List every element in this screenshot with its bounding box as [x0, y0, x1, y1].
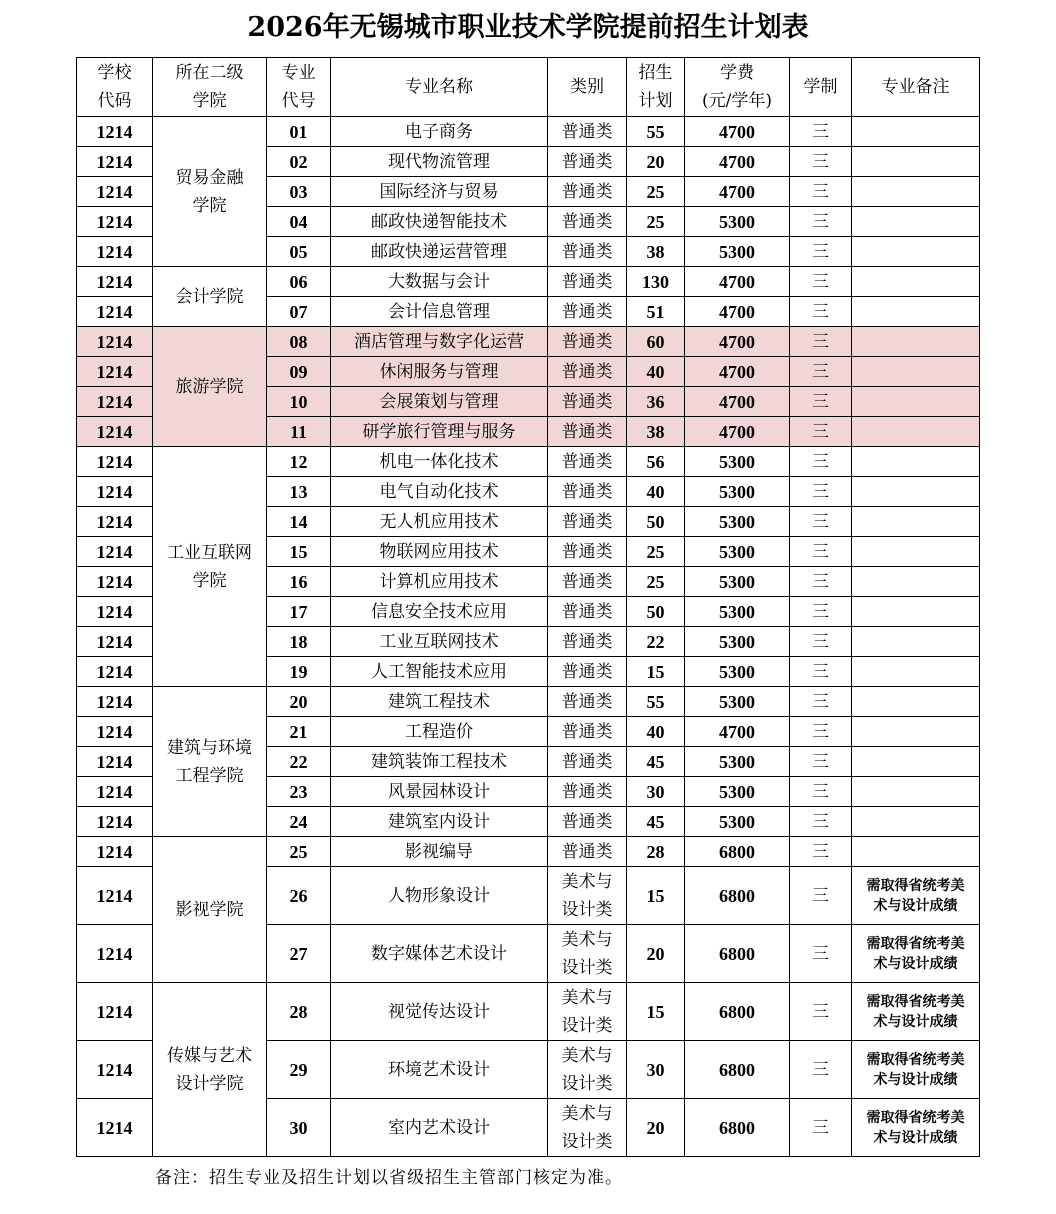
duration-cell: 三	[790, 807, 852, 837]
major-code-cell: 28	[267, 983, 331, 1041]
category-cell: 普通类	[548, 207, 627, 237]
duration-cell: 三	[790, 327, 852, 357]
duration-cell: 三	[790, 837, 852, 867]
enrollment-plan-table	[76, 57, 980, 1157]
table-row	[77, 687, 980, 717]
plan-cell: 25	[627, 567, 685, 597]
school-code-cell: 1214	[77, 237, 153, 267]
header-category: 类别	[548, 58, 627, 117]
plan-cell: 28	[627, 837, 685, 867]
header-school-code: 学校 代码	[77, 58, 153, 117]
tuition-cell: 5300	[685, 207, 790, 237]
remarks-cell	[852, 717, 980, 747]
table-row	[77, 327, 980, 357]
plan-cell: 55	[627, 117, 685, 147]
college-cell	[153, 327, 267, 447]
school-code-cell: 1214	[77, 717, 153, 747]
plan-cell: 55	[627, 687, 685, 717]
major-name-cell: 工业互联网技术	[331, 627, 548, 657]
remarks-cell	[852, 747, 980, 777]
header-remarks: 专业备注	[852, 58, 980, 117]
college-name-line: 会计学院	[175, 286, 244, 307]
school-code-cell: 1214	[77, 747, 153, 777]
duration-cell: 三	[790, 627, 852, 657]
category-cell: 普通类	[548, 357, 627, 387]
tuition-cell: 6800	[685, 925, 790, 983]
major-name-cell: 会计信息管理	[331, 297, 548, 327]
category-cell: 普通类	[548, 537, 627, 567]
category-cell: 美术与设计类	[548, 867, 627, 925]
duration-cell: 三	[790, 447, 852, 477]
category-cell: 普通类	[548, 177, 627, 207]
tuition-cell: 5300	[685, 237, 790, 267]
remarks-cell	[852, 297, 980, 327]
tuition-cell: 6800	[685, 867, 790, 925]
college-name-line: 影视学院	[175, 899, 244, 920]
remarks-cell	[852, 807, 980, 837]
college-cell	[153, 687, 267, 837]
major-code-cell: 10	[267, 387, 331, 417]
tuition-cell: 5300	[685, 597, 790, 627]
plan-cell: 45	[627, 807, 685, 837]
college-name-line: 贸易金融	[175, 167, 244, 188]
college-cell	[153, 837, 267, 983]
major-name-cell: 物联网应用技术	[331, 537, 548, 567]
duration-cell: 三	[790, 357, 852, 387]
major-code-cell: 26	[267, 867, 331, 925]
remarks-cell	[852, 357, 980, 387]
school-code-cell: 1214	[77, 837, 153, 867]
major-name-cell: 大数据与会计	[331, 267, 548, 297]
header-major-code: 专业 代号	[267, 58, 331, 117]
tuition-cell: 4700	[685, 387, 790, 417]
table-header-row	[77, 58, 980, 117]
remarks-cell	[852, 537, 980, 567]
category-cell: 普通类	[548, 297, 627, 327]
major-code-cell: 29	[267, 1041, 331, 1099]
table-row	[77, 837, 980, 867]
tuition-cell: 5300	[685, 777, 790, 807]
remarks-cell	[852, 177, 980, 207]
footer-note: 备注：招生专业及招生计划以省级招生主管部门核定为准。	[155, 1168, 623, 1188]
major-code-cell: 27	[267, 925, 331, 983]
remarks-cell	[852, 327, 980, 357]
header-tuition: 学费 (元/学年)	[685, 58, 790, 117]
major-code-cell: 12	[267, 447, 331, 477]
tuition-cell: 6800	[685, 1099, 790, 1157]
school-code-cell: 1214	[77, 327, 153, 357]
major-code-cell: 07	[267, 297, 331, 327]
school-code-cell: 1214	[77, 567, 153, 597]
major-code-cell: 23	[267, 777, 331, 807]
major-name-cell: 影视编导	[331, 837, 548, 867]
remarks-cell	[852, 657, 980, 687]
college-cell	[153, 983, 267, 1157]
remarks-cell	[852, 597, 980, 627]
tuition-cell: 4700	[685, 297, 790, 327]
plan-cell: 25	[627, 177, 685, 207]
plan-cell: 50	[627, 507, 685, 537]
plan-cell: 45	[627, 747, 685, 777]
duration-cell: 三	[790, 297, 852, 327]
tuition-cell: 4700	[685, 357, 790, 387]
major-code-cell: 15	[267, 537, 331, 567]
college-name-line: 学院	[192, 570, 227, 591]
major-name-cell: 酒店管理与数字化运营	[331, 327, 548, 357]
duration-cell: 三	[790, 1041, 852, 1099]
header-major-name: 专业名称	[331, 58, 548, 117]
remarks-cell	[852, 627, 980, 657]
plan-cell: 130	[627, 267, 685, 297]
school-code-cell: 1214	[77, 297, 153, 327]
major-name-cell: 邮政快递运营管理	[331, 237, 548, 267]
plan-cell: 51	[627, 297, 685, 327]
major-name-cell: 风景园林设计	[331, 777, 548, 807]
category-cell: 普通类	[548, 837, 627, 867]
school-code-cell: 1214	[77, 925, 153, 983]
category-cell: 普通类	[548, 717, 627, 747]
school-code-cell: 1214	[77, 983, 153, 1041]
remarks-cell	[852, 447, 980, 477]
duration-cell: 三	[790, 925, 852, 983]
category-cell: 普通类	[548, 807, 627, 837]
college-name-line: 传媒与艺术	[167, 1045, 252, 1066]
plan-cell: 38	[627, 237, 685, 267]
school-code-cell: 1214	[77, 267, 153, 297]
college-cell	[153, 267, 267, 327]
major-code-cell: 09	[267, 357, 331, 387]
major-code-cell: 13	[267, 477, 331, 507]
tuition-cell: 5300	[685, 537, 790, 567]
tuition-cell: 4700	[685, 267, 790, 297]
major-name-cell: 休闲服务与管理	[331, 357, 548, 387]
major-name-cell: 人物形象设计	[331, 867, 548, 925]
college-name-line: 学院	[192, 195, 227, 216]
school-code-cell: 1214	[77, 417, 153, 447]
duration-cell: 三	[790, 687, 852, 717]
major-name-cell: 计算机应用技术	[331, 567, 548, 597]
duration-cell: 三	[790, 117, 852, 147]
duration-cell: 三	[790, 507, 852, 537]
category-cell: 普通类	[548, 237, 627, 267]
school-code-cell: 1214	[77, 777, 153, 807]
major-name-cell: 电子商务	[331, 117, 548, 147]
duration-cell: 三	[790, 717, 852, 747]
remarks-cell: 需取得省统考美术与设计成绩	[852, 925, 980, 983]
major-code-cell: 19	[267, 657, 331, 687]
major-name-cell: 环境艺术设计	[331, 1041, 548, 1099]
college-name-line: 建筑与环境	[167, 737, 252, 758]
duration-cell: 三	[790, 237, 852, 267]
tuition-cell: 5300	[685, 687, 790, 717]
category-cell: 普通类	[548, 147, 627, 177]
category-cell: 普通类	[548, 567, 627, 597]
major-code-cell: 16	[267, 567, 331, 597]
remarks-cell	[852, 477, 980, 507]
duration-cell: 三	[790, 387, 852, 417]
college-cell	[153, 117, 267, 267]
major-code-cell: 30	[267, 1099, 331, 1157]
major-name-cell: 人工智能技术应用	[331, 657, 548, 687]
table-row	[77, 983, 980, 1041]
duration-cell: 三	[790, 777, 852, 807]
tuition-cell: 5300	[685, 447, 790, 477]
plan-cell: 50	[627, 597, 685, 627]
major-name-cell: 国际经济与贸易	[331, 177, 548, 207]
college-name-line: 旅游学院	[175, 376, 244, 397]
remarks-cell	[852, 267, 980, 297]
major-name-cell: 室内艺术设计	[331, 1099, 548, 1157]
duration-cell: 三	[790, 657, 852, 687]
category-cell: 美术与设计类	[548, 1041, 627, 1099]
remarks-cell	[852, 417, 980, 447]
tuition-cell: 4700	[685, 717, 790, 747]
duration-cell: 三	[790, 477, 852, 507]
school-code-cell: 1214	[77, 687, 153, 717]
category-cell: 美术与设计类	[548, 1099, 627, 1157]
major-name-cell: 信息安全技术应用	[331, 597, 548, 627]
school-code-cell: 1214	[77, 447, 153, 477]
category-cell: 普通类	[548, 417, 627, 447]
plan-cell: 20	[627, 925, 685, 983]
remarks-cell	[852, 837, 980, 867]
major-name-cell: 建筑工程技术	[331, 687, 548, 717]
tuition-cell: 5300	[685, 657, 790, 687]
major-name-cell: 会展策划与管理	[331, 387, 548, 417]
tuition-cell: 4700	[685, 417, 790, 447]
duration-cell: 三	[790, 867, 852, 925]
remarks-cell	[852, 687, 980, 717]
category-cell: 普通类	[548, 327, 627, 357]
tuition-cell: 4700	[685, 147, 790, 177]
duration-cell: 三	[790, 267, 852, 297]
category-cell: 普通类	[548, 267, 627, 297]
major-code-cell: 24	[267, 807, 331, 837]
major-name-cell: 建筑装饰工程技术	[331, 747, 548, 777]
major-code-cell: 02	[267, 147, 331, 177]
major-name-cell: 研学旅行管理与服务	[331, 417, 548, 447]
duration-cell: 三	[790, 983, 852, 1041]
remarks-cell: 需取得省统考美术与设计成绩	[852, 867, 980, 925]
category-cell: 美术与设计类	[548, 983, 627, 1041]
tuition-cell: 5300	[685, 507, 790, 537]
school-code-cell: 1214	[77, 147, 153, 177]
plan-cell: 22	[627, 627, 685, 657]
major-code-cell: 05	[267, 237, 331, 267]
plan-cell: 30	[627, 777, 685, 807]
plan-cell: 20	[627, 147, 685, 177]
plan-cell: 40	[627, 357, 685, 387]
category-cell: 普通类	[548, 657, 627, 687]
duration-cell: 三	[790, 537, 852, 567]
remarks-cell	[852, 237, 980, 267]
school-code-cell: 1214	[77, 507, 153, 537]
school-code-cell: 1214	[77, 1041, 153, 1099]
school-code-cell: 1214	[77, 117, 153, 147]
duration-cell: 三	[790, 207, 852, 237]
plan-cell: 25	[627, 537, 685, 567]
major-code-cell: 08	[267, 327, 331, 357]
tuition-cell: 6800	[685, 1041, 790, 1099]
school-code-cell: 1214	[77, 477, 153, 507]
school-code-cell: 1214	[77, 627, 153, 657]
major-name-cell: 建筑室内设计	[331, 807, 548, 837]
major-name-cell: 数字媒体艺术设计	[331, 925, 548, 983]
plan-cell: 25	[627, 207, 685, 237]
major-code-cell: 01	[267, 117, 331, 147]
remarks-cell: 需取得省统考美术与设计成绩	[852, 983, 980, 1041]
school-code-cell: 1214	[77, 1099, 153, 1157]
duration-cell: 三	[790, 417, 852, 447]
major-code-cell: 18	[267, 627, 331, 657]
duration-cell: 三	[790, 147, 852, 177]
table-row	[77, 267, 980, 297]
school-code-cell: 1214	[77, 537, 153, 567]
duration-cell: 三	[790, 567, 852, 597]
category-cell: 普通类	[548, 777, 627, 807]
remarks-cell	[852, 117, 980, 147]
category-cell: 普通类	[548, 117, 627, 147]
major-name-cell: 邮政快递智能技术	[331, 207, 548, 237]
category-cell: 美术与设计类	[548, 925, 627, 983]
plan-cell: 40	[627, 477, 685, 507]
remarks-cell: 需取得省统考美术与设计成绩	[852, 1099, 980, 1157]
tuition-cell: 5300	[685, 477, 790, 507]
header-duration: 学制	[790, 58, 852, 117]
major-code-cell: 04	[267, 207, 331, 237]
tuition-cell: 5300	[685, 627, 790, 657]
school-code-cell: 1214	[77, 357, 153, 387]
category-cell: 普通类	[548, 597, 627, 627]
major-code-cell: 06	[267, 267, 331, 297]
major-name-cell: 机电一体化技术	[331, 447, 548, 477]
major-code-cell: 03	[267, 177, 331, 207]
remarks-cell	[852, 387, 980, 417]
tuition-cell: 4700	[685, 117, 790, 147]
plan-cell: 30	[627, 1041, 685, 1099]
remarks-cell	[852, 207, 980, 237]
table-row	[77, 447, 980, 477]
plan-cell: 20	[627, 1099, 685, 1157]
header-plan: 招生 计划	[627, 58, 685, 117]
major-code-cell: 11	[267, 417, 331, 447]
major-code-cell: 25	[267, 837, 331, 867]
plan-cell: 36	[627, 387, 685, 417]
category-cell: 普通类	[548, 507, 627, 537]
major-code-cell: 22	[267, 747, 331, 777]
school-code-cell: 1214	[77, 597, 153, 627]
school-code-cell: 1214	[77, 807, 153, 837]
major-name-cell: 工程造价	[331, 717, 548, 747]
duration-cell: 三	[790, 177, 852, 207]
college-cell	[153, 447, 267, 687]
plan-cell: 56	[627, 447, 685, 477]
college-name-line: 工业互联网	[167, 542, 252, 563]
tuition-cell: 4700	[685, 177, 790, 207]
tuition-cell: 5300	[685, 747, 790, 777]
school-code-cell: 1214	[77, 657, 153, 687]
plan-cell: 15	[627, 867, 685, 925]
page-title: 2026年无锡城市职业技术学院提前招生计划表	[247, 12, 809, 43]
major-code-cell: 17	[267, 597, 331, 627]
plan-cell: 60	[627, 327, 685, 357]
plan-cell: 15	[627, 983, 685, 1041]
major-name-cell: 视觉传达设计	[331, 983, 548, 1041]
tuition-cell: 6800	[685, 837, 790, 867]
major-code-cell: 14	[267, 507, 331, 537]
school-code-cell: 1214	[77, 387, 153, 417]
category-cell: 普通类	[548, 687, 627, 717]
major-name-cell: 无人机应用技术	[331, 507, 548, 537]
tuition-cell: 5300	[685, 807, 790, 837]
school-code-cell: 1214	[77, 867, 153, 925]
category-cell: 普通类	[548, 477, 627, 507]
table-row	[77, 117, 980, 147]
tuition-cell: 6800	[685, 983, 790, 1041]
school-code-cell: 1214	[77, 207, 153, 237]
major-code-cell: 21	[267, 717, 331, 747]
category-cell: 普通类	[548, 387, 627, 417]
header-college: 所在二级 学院	[153, 58, 267, 117]
major-name-cell: 电气自动化技术	[331, 477, 548, 507]
table-body	[77, 117, 980, 1157]
plan-cell: 40	[627, 717, 685, 747]
category-cell: 普通类	[548, 447, 627, 477]
plan-cell: 15	[627, 657, 685, 687]
remarks-cell	[852, 567, 980, 597]
remarks-cell: 需取得省统考美术与设计成绩	[852, 1041, 980, 1099]
duration-cell: 三	[790, 597, 852, 627]
tuition-cell: 4700	[685, 327, 790, 357]
category-cell: 普通类	[548, 747, 627, 777]
major-code-cell: 20	[267, 687, 331, 717]
major-name-cell: 现代物流管理	[331, 147, 548, 177]
tuition-cell: 5300	[685, 567, 790, 597]
college-name-line: 工程学院	[175, 765, 244, 786]
remarks-cell	[852, 147, 980, 177]
plan-cell: 38	[627, 417, 685, 447]
school-code-cell: 1214	[77, 177, 153, 207]
remarks-cell	[852, 507, 980, 537]
college-name-line: 设计学院	[175, 1073, 244, 1094]
duration-cell: 三	[790, 747, 852, 777]
remarks-cell	[852, 777, 980, 807]
duration-cell: 三	[790, 1099, 852, 1157]
category-cell: 普通类	[548, 627, 627, 657]
